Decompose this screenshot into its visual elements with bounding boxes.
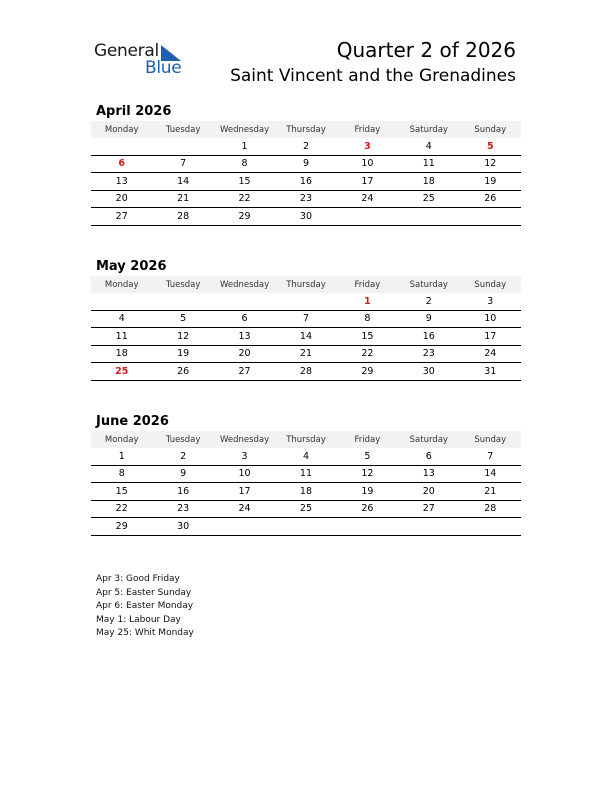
day-cell: 8 [91,465,152,483]
day-cell: 27 [398,500,459,518]
day-cell: 10 [214,465,275,483]
weekday-header: Saturday [398,121,459,138]
holiday-notes [96,573,194,641]
month-title: April 2026 [96,104,172,119]
day-cell: 16 [152,483,213,501]
day-cell: 11 [275,465,336,483]
weekday-header: Tuesday [152,431,213,448]
day-cell: 4 [275,448,336,465]
day-cell: 11 [398,155,459,173]
week-row [91,138,521,155]
day-cell: 26 [337,500,398,518]
weekday-header: Thursday [275,121,336,138]
day-cell: 6 [398,448,459,465]
holiday-note: Apr 6: Easter Monday [96,601,194,611]
day-cell: 23 [275,190,336,208]
weekday-header: Monday [91,431,152,448]
day-cell: 19 [152,345,213,363]
holiday-note: May 25: Whit Monday [96,628,194,638]
month-title: June 2026 [96,414,169,429]
day-cell: 17 [214,483,275,501]
day-cell [152,293,213,310]
day-cell: 16 [275,173,336,191]
day-cell: 29 [337,363,398,381]
day-cell: 6 [214,310,275,328]
day-cell [152,138,213,155]
day-cell: 11 [91,328,152,346]
day-cell: 19 [337,483,398,501]
day-cell: 13 [214,328,275,346]
holiday-note: May 1: Labour Day [96,614,181,625]
day-cell [275,518,336,536]
week-row [91,483,521,501]
day-cell: 12 [152,328,213,346]
week-row [91,310,521,328]
day-cell: 17 [460,328,521,346]
day-cell: 1 [91,448,152,465]
page-title: Quarter 2 of 2026 [336,38,516,62]
day-cell: 5 [460,138,521,155]
day-cell: 3 [460,293,521,310]
day-cell: 25 [91,363,152,381]
day-cell: 22 [91,500,152,518]
calendar-table [91,276,521,381]
day-cell: 9 [152,465,213,483]
day-cell: 21 [152,190,213,208]
week-row [91,363,521,381]
day-cell: 20 [398,483,459,501]
day-cell: 23 [152,500,213,518]
week-row [91,448,521,465]
day-cell: 4 [398,138,459,155]
day-cell [398,208,459,226]
day-cell: 18 [275,483,336,501]
day-cell: 6 [91,155,152,173]
day-cell: 30 [152,518,213,536]
week-row [91,465,521,483]
weekday-header: Monday [91,121,152,138]
weekday-header: Saturday [398,276,459,293]
day-cell [460,518,521,536]
day-cell: 14 [152,173,213,191]
calendar-table [91,121,521,226]
day-cell: 15 [337,328,398,346]
day-cell: 4 [91,310,152,328]
day-cell: 30 [398,363,459,381]
day-cell: 31 [460,363,521,381]
day-cell [275,293,336,310]
weekday-header: Thursday [275,431,336,448]
week-row [91,345,521,363]
day-cell [214,293,275,310]
day-cell: 27 [91,208,152,226]
logo-word-general: General [94,41,159,61]
day-cell: 10 [337,155,398,173]
day-cell: 16 [398,328,459,346]
month-june [91,413,521,536]
day-cell: 28 [152,208,213,226]
day-cell: 24 [460,345,521,363]
day-cell: 14 [460,465,521,483]
day-cell: 7 [275,310,336,328]
day-cell: 29 [214,208,275,226]
week-row [91,190,521,208]
day-cell: 3 [337,138,398,155]
weekday-header: Sunday [460,276,521,293]
day-cell: 18 [398,173,459,191]
day-cell: 1 [214,138,275,155]
day-cell [214,518,275,536]
weekday-header: Tuesday [152,121,213,138]
month-may [91,258,521,381]
day-cell: 1 [337,293,398,310]
day-cell: 5 [337,448,398,465]
day-cell: 10 [460,310,521,328]
calendar-table [91,431,521,536]
day-cell [91,138,152,155]
day-cell: 22 [214,190,275,208]
day-cell: 26 [460,190,521,208]
day-cell: 3 [214,448,275,465]
weekday-header: Friday [337,276,398,293]
day-cell: 7 [460,448,521,465]
day-cell: 25 [398,190,459,208]
week-row [91,328,521,346]
weekday-header: Saturday [398,431,459,448]
day-cell: 20 [214,345,275,363]
day-cell: 5 [152,310,213,328]
day-cell: 26 [152,363,213,381]
day-cell: 7 [152,155,213,173]
weekday-header: Friday [337,431,398,448]
day-cell: 15 [91,483,152,501]
weekday-header: Sunday [460,121,521,138]
day-cell: 12 [337,465,398,483]
week-row [91,293,521,310]
week-row [91,208,521,226]
day-cell [91,293,152,310]
day-cell: 2 [398,293,459,310]
day-cell: 14 [275,328,336,346]
day-cell: 30 [275,208,336,226]
day-cell: 23 [398,345,459,363]
day-cell [337,518,398,536]
weekday-header: Wednesday [214,431,275,448]
day-cell: 29 [91,518,152,536]
holiday-note: Apr 3: Good Friday [96,574,180,584]
day-cell [460,208,521,226]
page-subtitle: Saint Vincent and the Grenadines [230,66,516,86]
day-cell: 20 [91,190,152,208]
day-cell: 28 [275,363,336,381]
week-row [91,173,521,191]
holiday-note: Apr 5: Easter Sunday [96,587,192,598]
day-cell: 17 [337,173,398,191]
day-cell: 24 [337,190,398,208]
day-cell: 9 [398,310,459,328]
weekday-header: Sunday [460,431,521,448]
day-cell: 9 [275,155,336,173]
month-april [91,103,521,226]
day-cell: 13 [91,173,152,191]
week-row [91,500,521,518]
day-cell: 8 [214,155,275,173]
day-cell: 2 [275,138,336,155]
day-cell [337,208,398,226]
day-cell: 8 [337,310,398,328]
month-title: May 2026 [96,259,167,274]
day-cell: 21 [460,483,521,501]
day-cell: 13 [398,465,459,483]
day-cell: 15 [214,173,275,191]
weekday-header: Monday [91,276,152,293]
day-cell: 21 [275,345,336,363]
day-cell: 2 [152,448,213,465]
day-cell: 22 [337,345,398,363]
day-cell: 24 [214,500,275,518]
day-cell: 18 [91,345,152,363]
day-cell: 27 [214,363,275,381]
weekday-header: Tuesday [152,276,213,293]
logo-word-blue: Blue [145,58,182,78]
logo [94,41,194,81]
weekday-header: Wednesday [214,276,275,293]
day-cell [398,518,459,536]
week-row [91,518,521,536]
weekday-header: Thursday [275,276,336,293]
day-cell: 28 [460,500,521,518]
day-cell: 25 [275,500,336,518]
weekday-header: Friday [337,121,398,138]
week-row [91,155,521,173]
weekday-header: Wednesday [214,121,275,138]
day-cell: 19 [460,173,521,191]
day-cell: 12 [460,155,521,173]
